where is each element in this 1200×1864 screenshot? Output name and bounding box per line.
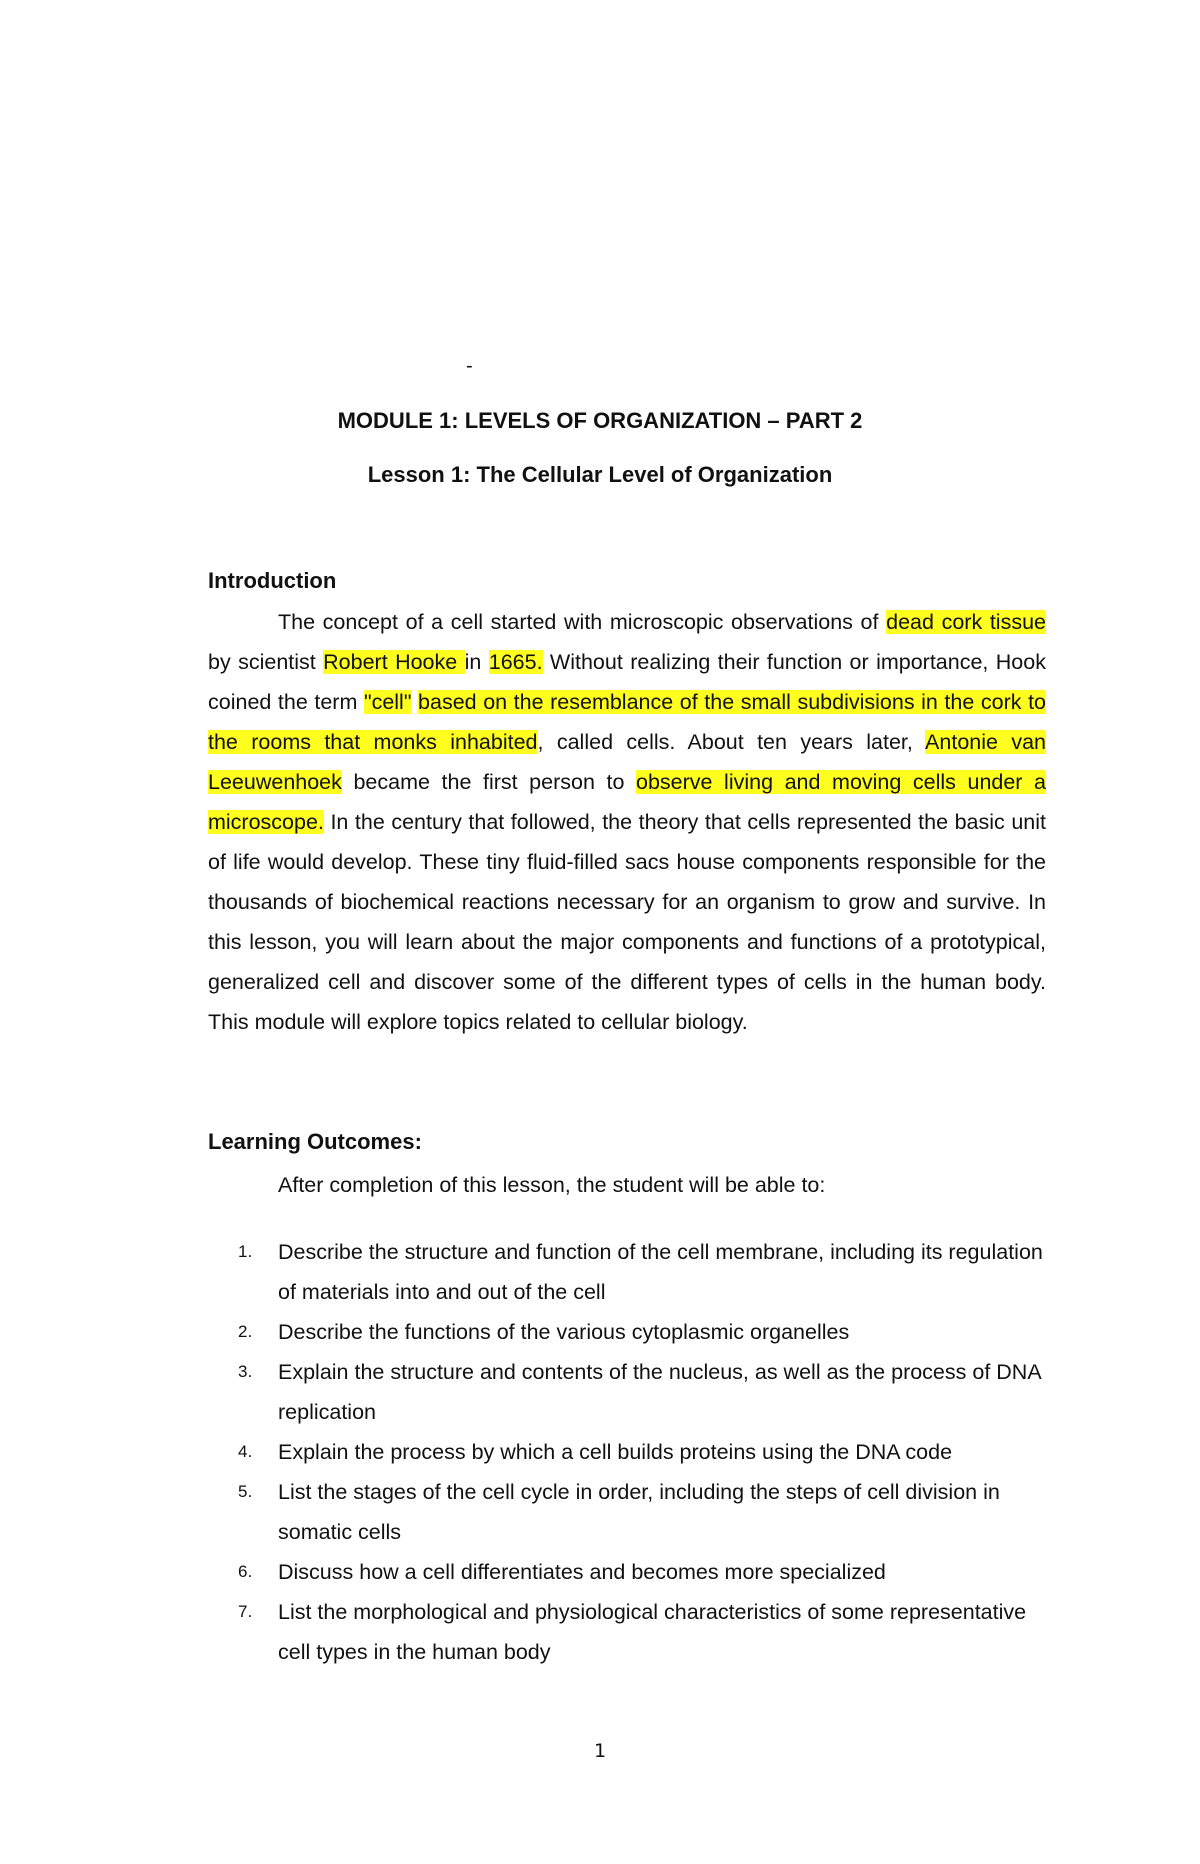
list-item <box>208 1312 1046 1352</box>
list-number: 3. <box>238 1362 253 1381</box>
learning-outcomes-intro: After completion of this lesson, the student will be able to: <box>278 1173 826 1197</box>
list-item-text: Explain the structure and contents of the nucleus, as well as the process of DNA replication <box>278 1360 1041 1424</box>
introduction-heading: Introduction <box>208 568 337 593</box>
list-number: 2. <box>238 1322 253 1341</box>
highlighted-text: "cell" <box>363 690 412 714</box>
list-item-text: Discuss how a cell differentiates and becomes more specialized <box>278 1560 886 1584</box>
list-number: 7. <box>238 1602 253 1621</box>
stray-mark: - <box>466 355 473 377</box>
highlighted-text: Antonie van Leeuwenhoek <box>208 730 1046 794</box>
list-number: 4. <box>238 1442 253 1461</box>
list-item <box>208 1592 1046 1672</box>
list-item-text: Explain the process by which a cell builds proteins using the DNA code <box>278 1440 953 1464</box>
intro-text: The concept of a cell started with microscopic observations of <box>278 610 887 634</box>
intro-text: in <box>464 650 489 674</box>
learning-outcomes-heading: Learning Outcomes: <box>208 1129 422 1154</box>
intro-text: In the century that followed, the theory that cells represented the basic unit of life would develop. These tiny fluid-filled sacs house components responsible for the thousands of biochemical reactions necessary for an organism to grow and survive. In this lesson, you will learn about the major components and functions of a prototypical, generalized cell and discover some of the different types of cells in the human body. This module will explore topics related to cellular biology. <box>208 810 1046 1034</box>
highlighted-text: Robert Hooke <box>323 650 465 674</box>
highlighted-text: based on the resemblance of the small subdivisions in the cork to the rooms that monks inhabited <box>208 690 1046 754</box>
list-item <box>208 1472 1046 1552</box>
highlighted-text: dead cork tissue <box>886 610 1047 634</box>
intro-text: , called cells. About ten years later, <box>537 730 926 754</box>
list-item-text: List the stages of the cell cycle in order, including the steps of cell division in somatic cells <box>278 1480 1000 1544</box>
list-number: 6. <box>238 1562 253 1581</box>
list-item <box>208 1552 1046 1592</box>
list-item <box>208 1232 1046 1312</box>
page-number: 1 <box>593 1740 607 1762</box>
list-item <box>208 1432 1046 1472</box>
list-number: 5. <box>238 1482 253 1501</box>
list-item-text: Describe the structure and function of the cell membrane, including its regulation of materials into and out of the cell <box>278 1240 1043 1304</box>
list-item-text: List the morphological and physiological characteristics of some representative cell types in the human body <box>278 1600 1027 1664</box>
intro-text: became the first person to <box>341 770 636 794</box>
lesson-title: Lesson 1: The Cellular Level of Organization <box>367 462 833 487</box>
list-number: 1. <box>238 1242 253 1261</box>
learning-outcomes-list <box>208 1232 1046 1672</box>
intro-text: Without realizing their function or importance, Hook coined the term <box>208 650 1046 714</box>
highlighted-text: 1665. <box>488 650 543 674</box>
introduction-paragraph <box>208 602 1046 1042</box>
module-title: MODULE 1: LEVELS OF ORGANIZATION – PART 2 <box>337 408 863 433</box>
list-item <box>208 1352 1046 1432</box>
intro-text: by scientist <box>208 650 324 674</box>
highlighted-text: observe living and moving cells under a microscope. <box>208 770 1046 834</box>
list-item-text: Describe the functions of the various cytoplasmic organelles <box>278 1320 850 1344</box>
